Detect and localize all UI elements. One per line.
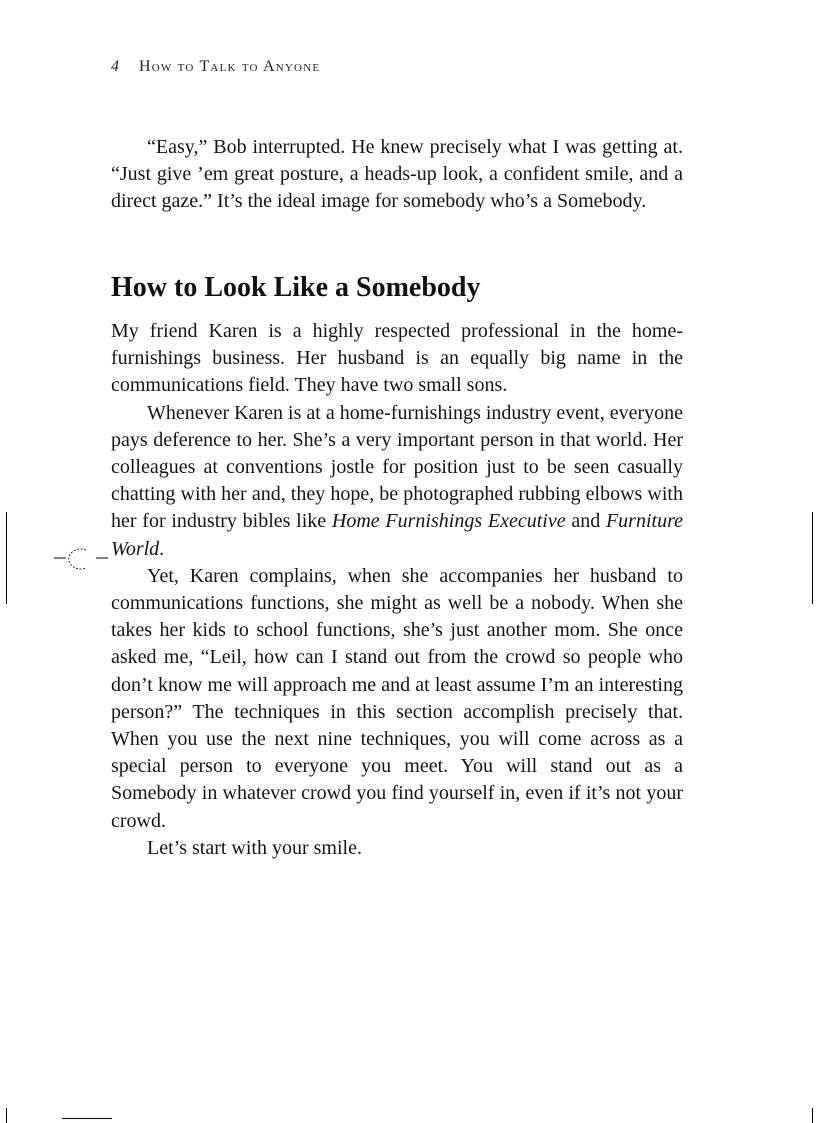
crop-mark-left — [6, 512, 7, 604]
section-heading: How to Look Like a Somebody — [111, 272, 481, 303]
paragraph-text: Whenever Karen is at a home-furnishings industry event, everyone pays deference to her. She’s a very important person in that world. Her colleagues at conventions jostle for position just to be seen casually chatting with her and, they hope, be photographed rubbing elbows with her for industry bibles like — [111, 401, 683, 533]
page-number: 4 — [111, 58, 120, 75]
crop-mark-bottom-right — [812, 1108, 813, 1123]
paragraph-text: . — [159, 537, 165, 560]
running-head — [111, 58, 320, 76]
section-body — [111, 318, 683, 862]
intro-paragraph: “Easy,” Bob interrupted. He knew precisely what I was getting at. “Just give ’em great posture, a heads-up look, a confident smile, and a direct gaze.” It’s the ideal image for somebody who’s a Somebody. — [111, 136, 683, 213]
book-title: How to Talk to Anyone — [139, 58, 321, 75]
publication-title-furniture-world: Furniture World — [111, 510, 683, 560]
publication-title-home-furnishings: Home Furnishings Executive — [331, 510, 566, 533]
paragraph-karen-complains: Yet, Karen complains, when she accompanies her husband to communications functions, she might as well be a nobody. When she takes her kids to school functions, she’s just another mom. She once asked me, “Leil, how can I stand out from the crowd so people who don’t know me will approach me and at least assume I’m an interesting person?” The techniques in this section accomplish precisely that. When you use the next nine techniques, you will come across as a special person to everyone you meet. You will stand out as a Somebody in whatever crowd you find yourself in, even if it’s not your crowd. — [111, 564, 683, 832]
crop-mark-right — [812, 512, 813, 604]
registration-mark-icon — [52, 538, 108, 578]
paragraph-text: and — [565, 510, 606, 533]
paragraph-karen-intro: My friend Karen is a highly respected professional in the home-furnishings business. Her husband is an equally big name in the communications field. They have two small sons. — [111, 320, 683, 397]
paragraph-smile: Let’s start with your smile. — [147, 836, 362, 859]
footnote-rule — [62, 1118, 112, 1119]
crop-mark-bottom-left — [6, 1108, 7, 1123]
intro-block — [111, 134, 683, 216]
paragraph-karen-industry — [111, 400, 683, 563]
